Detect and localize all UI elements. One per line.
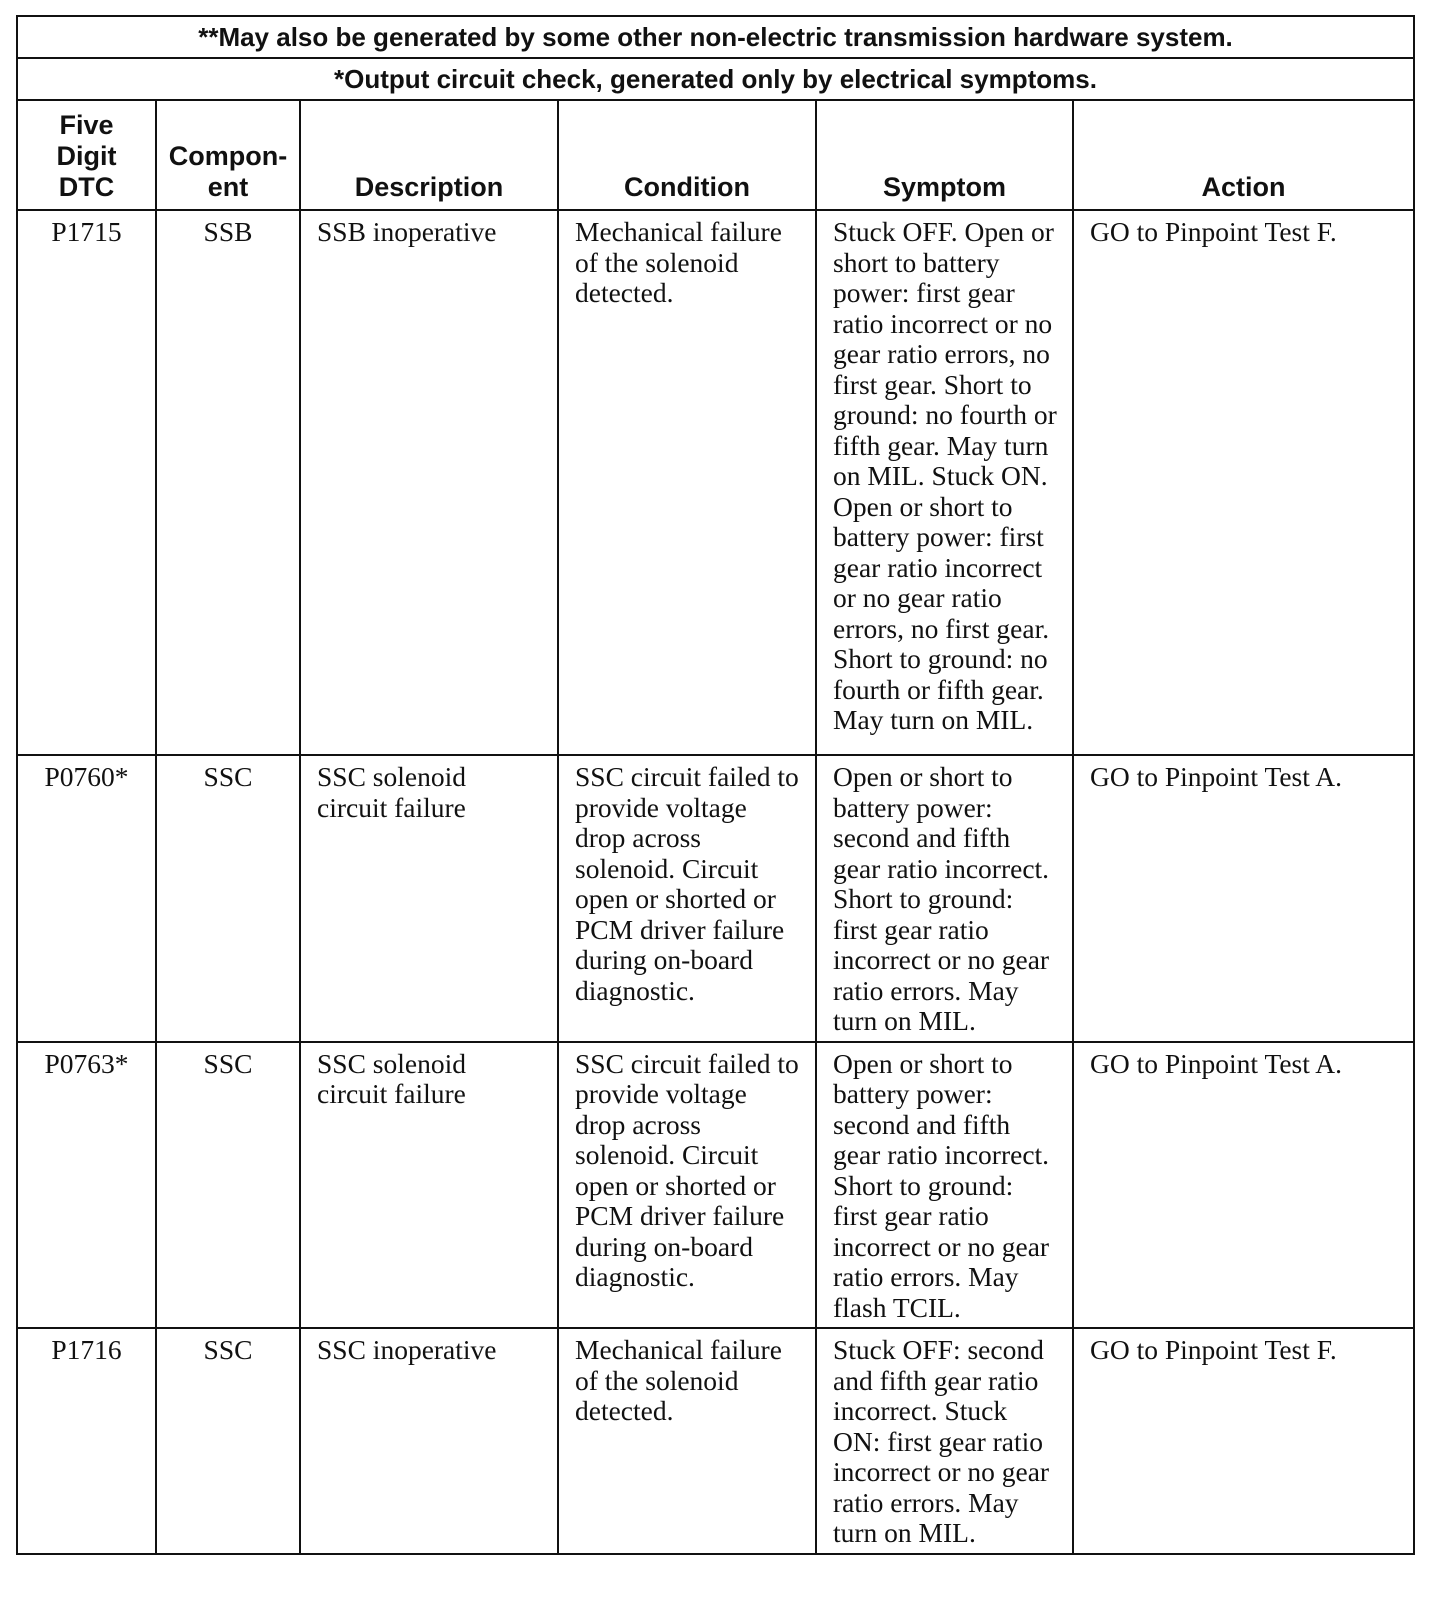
symptom-cell: Open or short to battery power: second and fifth gear ratio incorrect. Short to ground: first gear ratio incorrect or no gear ratio errors. May turn on MIL. (816, 755, 1073, 1042)
table-row (17, 755, 1414, 1042)
header-symptom: Symptom (816, 100, 1073, 210)
dtc-table (16, 15, 1415, 1555)
symptom-cell: Stuck OFF: second and fifth gear ratio incorrect. Stuck ON: first gear ratio incorrect or no gear ratio errors. May turn on MIL. (816, 1328, 1073, 1554)
table-row (17, 210, 1414, 755)
note-double-star: **May also be generated by some other non-electric transmission hardware system. (17, 16, 1414, 58)
header-description: Description (300, 100, 558, 210)
table-row (17, 1042, 1414, 1329)
description-cell: SSB inoperative (300, 210, 558, 755)
condition-cell: SSC circuit failed to provide voltage drop across solenoid. Circuit open or shorted or PCM driver failure during on-board diagnostic. (558, 1042, 816, 1329)
header-condition: Condition (558, 100, 816, 210)
condition-cell: Mechanical failure of the solenoid detected. (558, 1328, 816, 1554)
dtc-cell: P0763* (17, 1042, 156, 1329)
component-cell: SSC (156, 755, 300, 1042)
component-cell: SSC (156, 1042, 300, 1329)
note-row-single-star (17, 58, 1414, 100)
component-cell: SSC (156, 1328, 300, 1554)
description-cell: SSC inoperative (300, 1328, 558, 1554)
condition-cell: SSC circuit failed to provide voltage drop across solenoid. Circuit open or shorted or PCM driver failure during on-board diagnostic. (558, 755, 816, 1042)
action-cell: GO to Pinpoint Test A. (1073, 1042, 1414, 1329)
dtc-cell: P1715 (17, 210, 156, 755)
note-row-double-star (17, 16, 1414, 58)
symptom-cell: Stuck OFF. Open or short to battery power: first gear ratio incorrect or no gear ratio errors, no first gear. Short to ground: no fourth or fifth gear. May turn on MIL. Stuck ON. Open or short to battery power: first gear ratio incorrect or no gear ratio errors, no first gear. Short to ground: no fourth or fifth gear. May turn on MIL. (816, 210, 1073, 755)
table-row (17, 1328, 1414, 1554)
symptom-cell: Open or short to battery power: second and fifth gear ratio incorrect. Short to ground: first gear ratio incorrect or no gear ratio errors. May flash TCIL. (816, 1042, 1073, 1329)
header-row (17, 100, 1414, 210)
header-component: Compon- ent (156, 100, 300, 210)
action-cell: GO to Pinpoint Test F. (1073, 210, 1414, 755)
action-cell: GO to Pinpoint Test A. (1073, 755, 1414, 1042)
header-dtc: Five Digit DTC (17, 100, 156, 210)
header-action: Action (1073, 100, 1414, 210)
dtc-cell: P1716 (17, 1328, 156, 1554)
description-cell: SSC solenoid circuit failure (300, 755, 558, 1042)
description-cell: SSC solenoid circuit failure (300, 1042, 558, 1329)
component-cell: SSB (156, 210, 300, 755)
note-single-star: *Output circuit check, generated only by electrical symptoms. (17, 58, 1414, 100)
action-cell: GO to Pinpoint Test F. (1073, 1328, 1414, 1554)
condition-cell: Mechanical failure of the solenoid detected. (558, 210, 816, 755)
dtc-cell: P0760* (17, 755, 156, 1042)
